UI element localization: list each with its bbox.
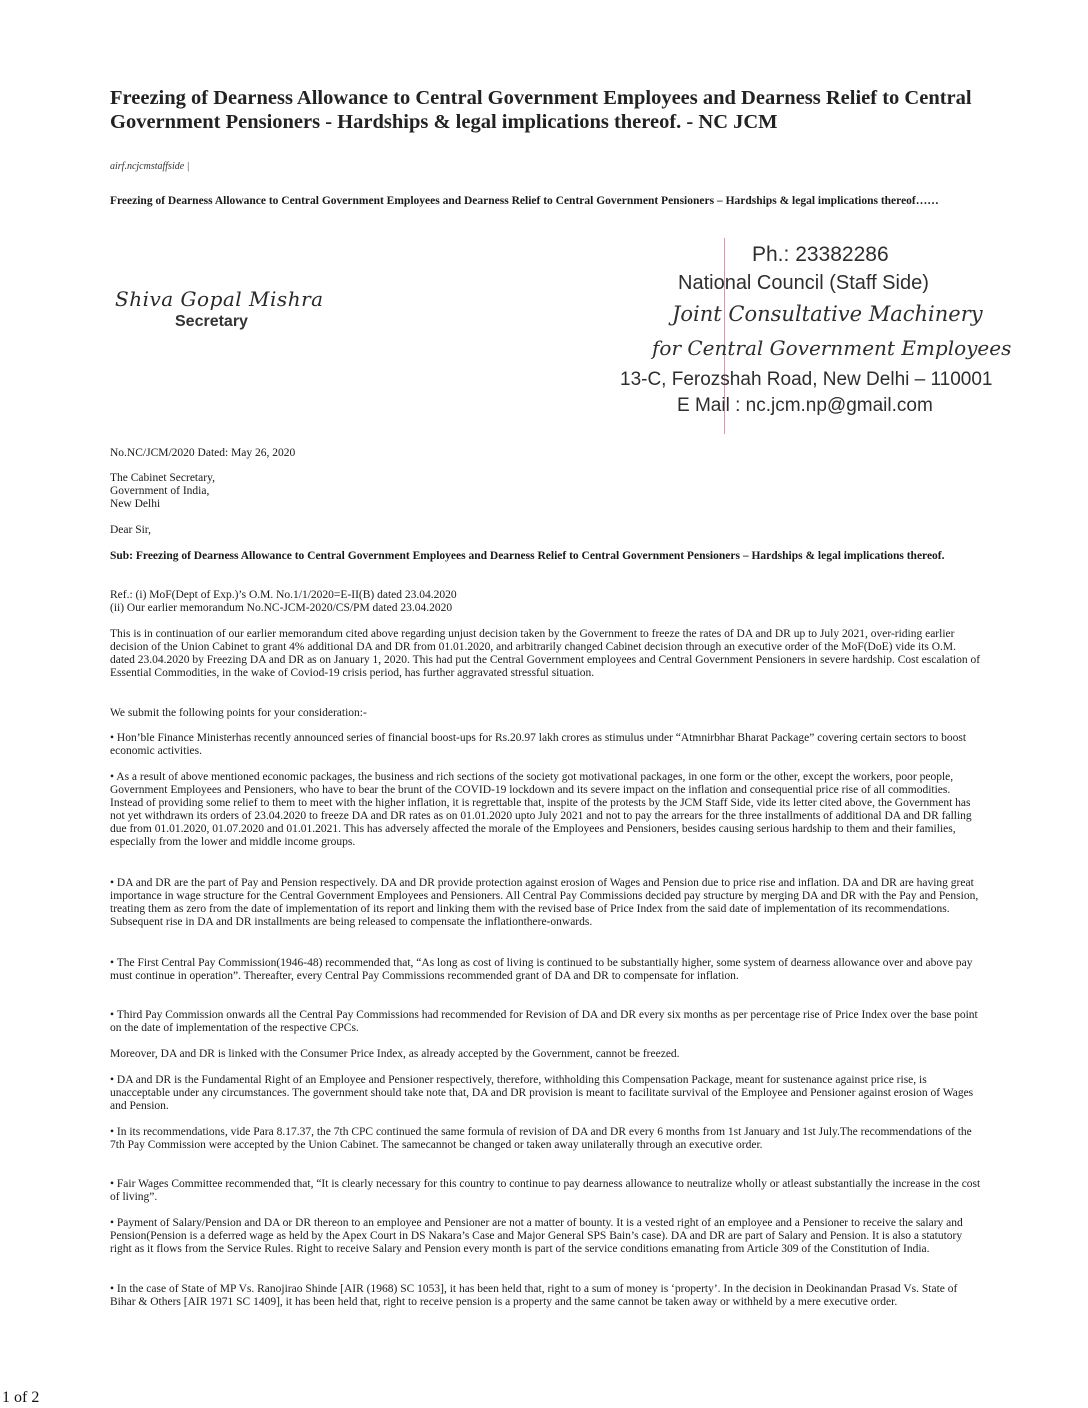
signature-name: Shiva Gopal Mishra [115, 287, 324, 311]
letterhead-address: 13-C, Ferozshah Road, New Delhi – 110001 [620, 369, 993, 390]
paragraph-point: • DA and DR is the Fundamental Right of an Employee and Pensioner respectively, therefore, withholding this Compensation Package, meant for sustenance against price rise, is unacceptable under any circumstances. The government should take note that, DA and DR provision is meant to facilitate survival of the Employee and Pensioner against erosion of Wages and Pension. [110, 1074, 974, 1112]
paragraph-point: Moreover, DA and DR is linked with the Consumer Price Index, as already accepted by the Government, cannot be freezed. [110, 1048, 680, 1060]
paragraph-point: • As a result of above mentioned economic packages, the business and rich sections of the society got motivational packages, in one form or the other, except the workers, poor people, Government Employees and Pensioners, who have to bear the brunt of the COVID-19 lockdown and its severe impact on the inflation and consequential price rise of all commodities. Instead of providing some relief to them to meet with the higher inflation, it is regrettable that, inspite of the protests by the JCM Staff Side, vide its letter cited above, the Government has not yet withdrawn its orders of 23.04.2020 to freeze DA and DR rates as on 01.01.2020 upto July 2021 and not to pay the arrears for the three installments of additional DA and DR falling due from 01.01.2020, 01.07.2020 and 01.01.2021. This has adversely affected the morale of the Employees and Pensioners, besides causing serious hardship to them and their families, especially from the lower and middle income groups. [110, 771, 972, 848]
page-title: Freezing of Dearness Allowance to Central Government Employees and Dearness Relief to Central Government Pensioners - Hardships & legal implications thereof. - NC JCM [110, 87, 972, 133]
page-subtitle: Freezing of Dearness Allowance to Central Government Employees and Dearness Relief to Central Government Pensioners – Hardships & legal implications thereof…… [110, 195, 939, 207]
paragraph-submit: We submit the following points for your consideration:- [110, 707, 367, 719]
source-tag: airf.ncjcmstaffside | [110, 161, 190, 172]
reference-item: Ref.: (i) MoF(Dept of Exp.)’s O.M. No.1/1/2020=E-II(B) dated 23.04.2020 [110, 589, 457, 601]
paragraph-point: • Third Pay Commission onwards all the Central Pay Commissions had recommended for Revision of DA and DR every six months as per percentage rise of Price Index over the base point on the date of implementation of the respective CPCs. [110, 1009, 978, 1034]
paragraph-point: • Fair Wages Committee recommended that, “It is clearly necessary for this country to continue to pay dearness allowance to neutralize wholly or atleast substantially the increase in the cost of living”. [110, 1178, 981, 1203]
addressee-line: Government of India, [110, 485, 210, 497]
letter-reference-number: No.NC/JCM/2020 Dated: May 26, 2020 [110, 447, 296, 459]
paragraph-point: • DA and DR are the part of Pay and Pension respectively. DA and DR provide protection against erosion of Wages and Pension due to price rise and inflation. DA and DR are having great importance in wage structure for the Central Government Employees and Pensioners. All Central Pay Commissions decided pay structure by merging DA and DR with the Pay and Pension, treating them as zero from the date of implementation of its report and linking them with the revised base of Price Index from the said date of implementation of its recommendations. Subsequent rise in DA and DR installments are being released to compensate the inflationthere-onwards. [110, 877, 979, 928]
reference-item: (ii) Our earlier memorandum No.NC-JCM-2020/CS/PM dated 23.04.2020 [110, 602, 453, 614]
signature-role: Secretary [175, 313, 248, 330]
paragraph-intro: This is in continuation of our earlier memorandum cited above regarding unjust decision taken by the Government to freeze the rates of DA and DR up to July 2021, over-riding earlier decision of the Union Cabinet to grant 4% additional DA and DR from 01.01.2020, and arbitrarily changed Cabinet decision through an executive order of the MoF(DoE) vide its O.M. dated 23.04.2020 by Freezing DA and DR as on January 1, 2020. This had put the Central Government employees and Central Government Pensioners in severe hardship. Cost escalation of Essential Commodities, in the wake of Coviod-19 crisis period, has further aggravated stressful situation. [110, 628, 981, 679]
paragraph-point: • The First Central Pay Commission(1946-48) recommended that, “As long as cost of living is continued to be substantially higher, some system of dearness allowance over and above pay must continue in operation”. Thereafter, every Central Pay Commissions recommended grant of DA and DR to compensate for inflation. [110, 957, 973, 982]
salutation: Dear Sir, [110, 524, 152, 536]
subject-line: Sub: Freezing of Dearness Allowance to Central Government Employees and Dearness Relief to Central Government Pensioners – Hardships & legal implications thereof. [110, 550, 945, 562]
letterhead-phone: Ph.: 23382286 [752, 243, 889, 266]
letterhead-jcm: Joint Consultative Machinery [672, 302, 983, 326]
paragraph-point: • Hon’ble Finance Ministerhas recently announced series of financial boost-ups for Rs.20.97 lakh crores as stimulus under “Atmnirbhar Bharat Package” covering certain sectors to boost economic activities. [110, 732, 967, 757]
addressee-line: The Cabinet Secretary, [110, 472, 215, 484]
paragraph-point: • In its recommendations, vide Para 8.17.37, the 7th CPC continued the same formula of revision of DA and DR every 6 months from 1st January and 1st July.The recommendations of the 7th Pay Commission were accepted by the Union Cabinet. The samecannot be changed or taken away unilaterally through an executive order. [110, 1126, 972, 1151]
letterhead-email: E Mail : nc.jcm.np@gmail.com [677, 395, 933, 416]
addressee-line: New Delhi [110, 498, 161, 510]
letterhead-stamp [612, 238, 1022, 438]
letterhead-cge: for Central Government Employees [652, 336, 1012, 360]
paragraph-point: • Payment of Salary/Pension and DA or DR thereon to an employee and Pensioner are not a matter of bounty. It is a vested right of an employee and a Pensioner to receive the salary and Pension(Pension is a deferred wage as held by the Apex Court in DS Nakara’s Case and Major General SPS Bain’s case). DA and DR are part of Salary and Pension. It is also a statutory right as it flows from the Service Rules. Right to receive Salary and Pension every month is part of the service conditions emanating from Article 309 of the Constitution of India. [110, 1217, 963, 1255]
references-block [110, 589, 457, 615]
paragraph-point: • In the case of State of MP Vs. Ranojirao Shinde [AIR (1968) SC 1053], it has been held that, right to a sum of money is ‘property’. In the decision in Deokinandan Prasad Vs. State of Bihar & Others [AIR 1971 SC 1409], it has been held that, right to receive pension is a property and the same cannot be taken away or withheld by a mere executive order. [110, 1283, 958, 1308]
letterhead-council: National Council (Staff Side) [678, 272, 929, 294]
addressee-block [110, 472, 215, 511]
page-indicator: 1 of 2 [2, 1389, 40, 1406]
signature-block [115, 287, 335, 331]
